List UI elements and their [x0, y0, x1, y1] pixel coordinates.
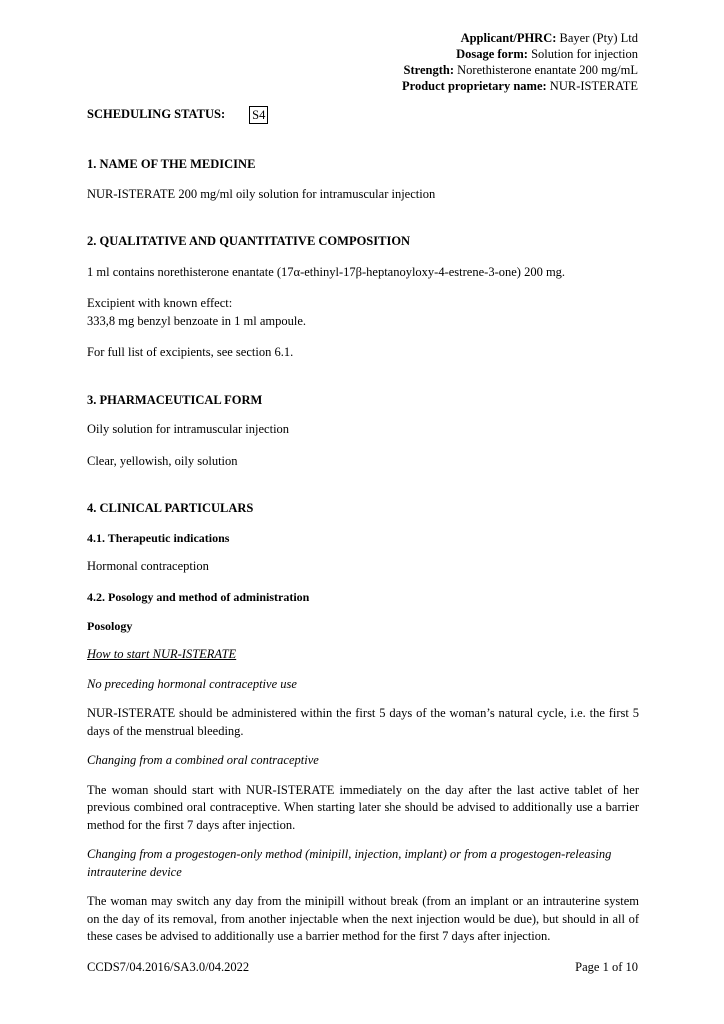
document-footer — [87, 959, 638, 977]
section-3-heading: 3. PHARMACEUTICAL FORM — [87, 392, 263, 407]
changing-coc-heading: Changing from a combined oral contraceptive — [87, 753, 319, 768]
section-2-p1: 1 ml contains norethisterone enantate (17α-ethinyl-17β-heptanoyloxy-4-estrene-3-one) 200 mg. — [87, 264, 566, 279]
posology-heading: Posology — [87, 618, 133, 633]
section-2-heading: 2. QUALITATIVE AND QUANTITATIVE COMPOSITION — [87, 234, 411, 248]
section-3-p2: Clear, yellowish, oily solution — [87, 453, 238, 468]
no-preceding-text: NUR-ISTERATE should be administered within the first 5 days of the woman’s natural cycle, i.e. the first 5 days of the menstrual bleeding. — [87, 706, 639, 738]
document-code: CCDS7/04.2016/SA3.0/04.2022 — [87, 960, 250, 974]
applicant-line: Applicant/PHRC: Bayer (Pty) Ltd — [460, 31, 638, 45]
how-to-start-heading: How to start NUR-ISTERATE — [87, 647, 237, 662]
scheduling-badge: S4 — [249, 106, 268, 124]
section-2-p3: For full list of excipients, see section 6.1. — [87, 345, 294, 359]
document-body — [87, 104, 639, 946]
strength-line: Strength: Norethisterone enantate 200 mg/mL — [403, 63, 638, 77]
section-3-p1: Oily solution for intramuscular injection — [87, 422, 290, 436]
scheduling-status: SCHEDULING STATUS: S4 — [87, 104, 639, 126]
section-1-heading: 1. NAME OF THE MEDICINE — [87, 157, 256, 171]
section-4-heading: 4. CLINICAL PARTICULARS — [87, 501, 254, 515]
page-number: Page 1 of 10 — [575, 960, 638, 974]
dosage-line: Dosage form: Solution for injection — [456, 47, 638, 61]
section-4-1-text: Hormonal contraception — [87, 559, 209, 574]
changing-coc-text: The woman should start with NUR-ISTERATE immediately on the day after the last active tablet of her previous combined oral contraceptive. When starting later she should be advised to additionally use a barrier method for the first 7 days after injection. — [87, 782, 639, 832]
section-4-1-heading: 4.1. Therapeutic indications — [87, 530, 230, 545]
section-4-2-heading: 4.2. Posology and method of administration — [87, 589, 310, 604]
product-line: Product proprietary name: NUR-ISTERATE — [402, 79, 638, 93]
changing-pop-heading: Changing from a progestogen-only method (minipill, injection, implant) or from a progestogen-releasing intrauterine device — [87, 847, 612, 879]
no-preceding-heading: No preceding hormonal contraceptive use — [87, 676, 297, 691]
section-2-p2-line1: Excipient with known effect: — [87, 296, 233, 310]
section-2-p2-line2: 333,8 mg benzyl benzoate in 1 ml ampoule. — [87, 313, 307, 328]
changing-pop-text: The woman may switch any day from the minipill without break (from an implant or an intrauterine system on the day of its removal, from another injectable when the next injection would be due), but should in all of these cases be advised to additionally use a barrier method for the first 7 days after injection. — [87, 894, 639, 944]
document-header — [402, 30, 638, 94]
section-1-text: NUR-ISTERATE 200 mg/ml oily solution for intramuscular injection — [87, 186, 436, 201]
